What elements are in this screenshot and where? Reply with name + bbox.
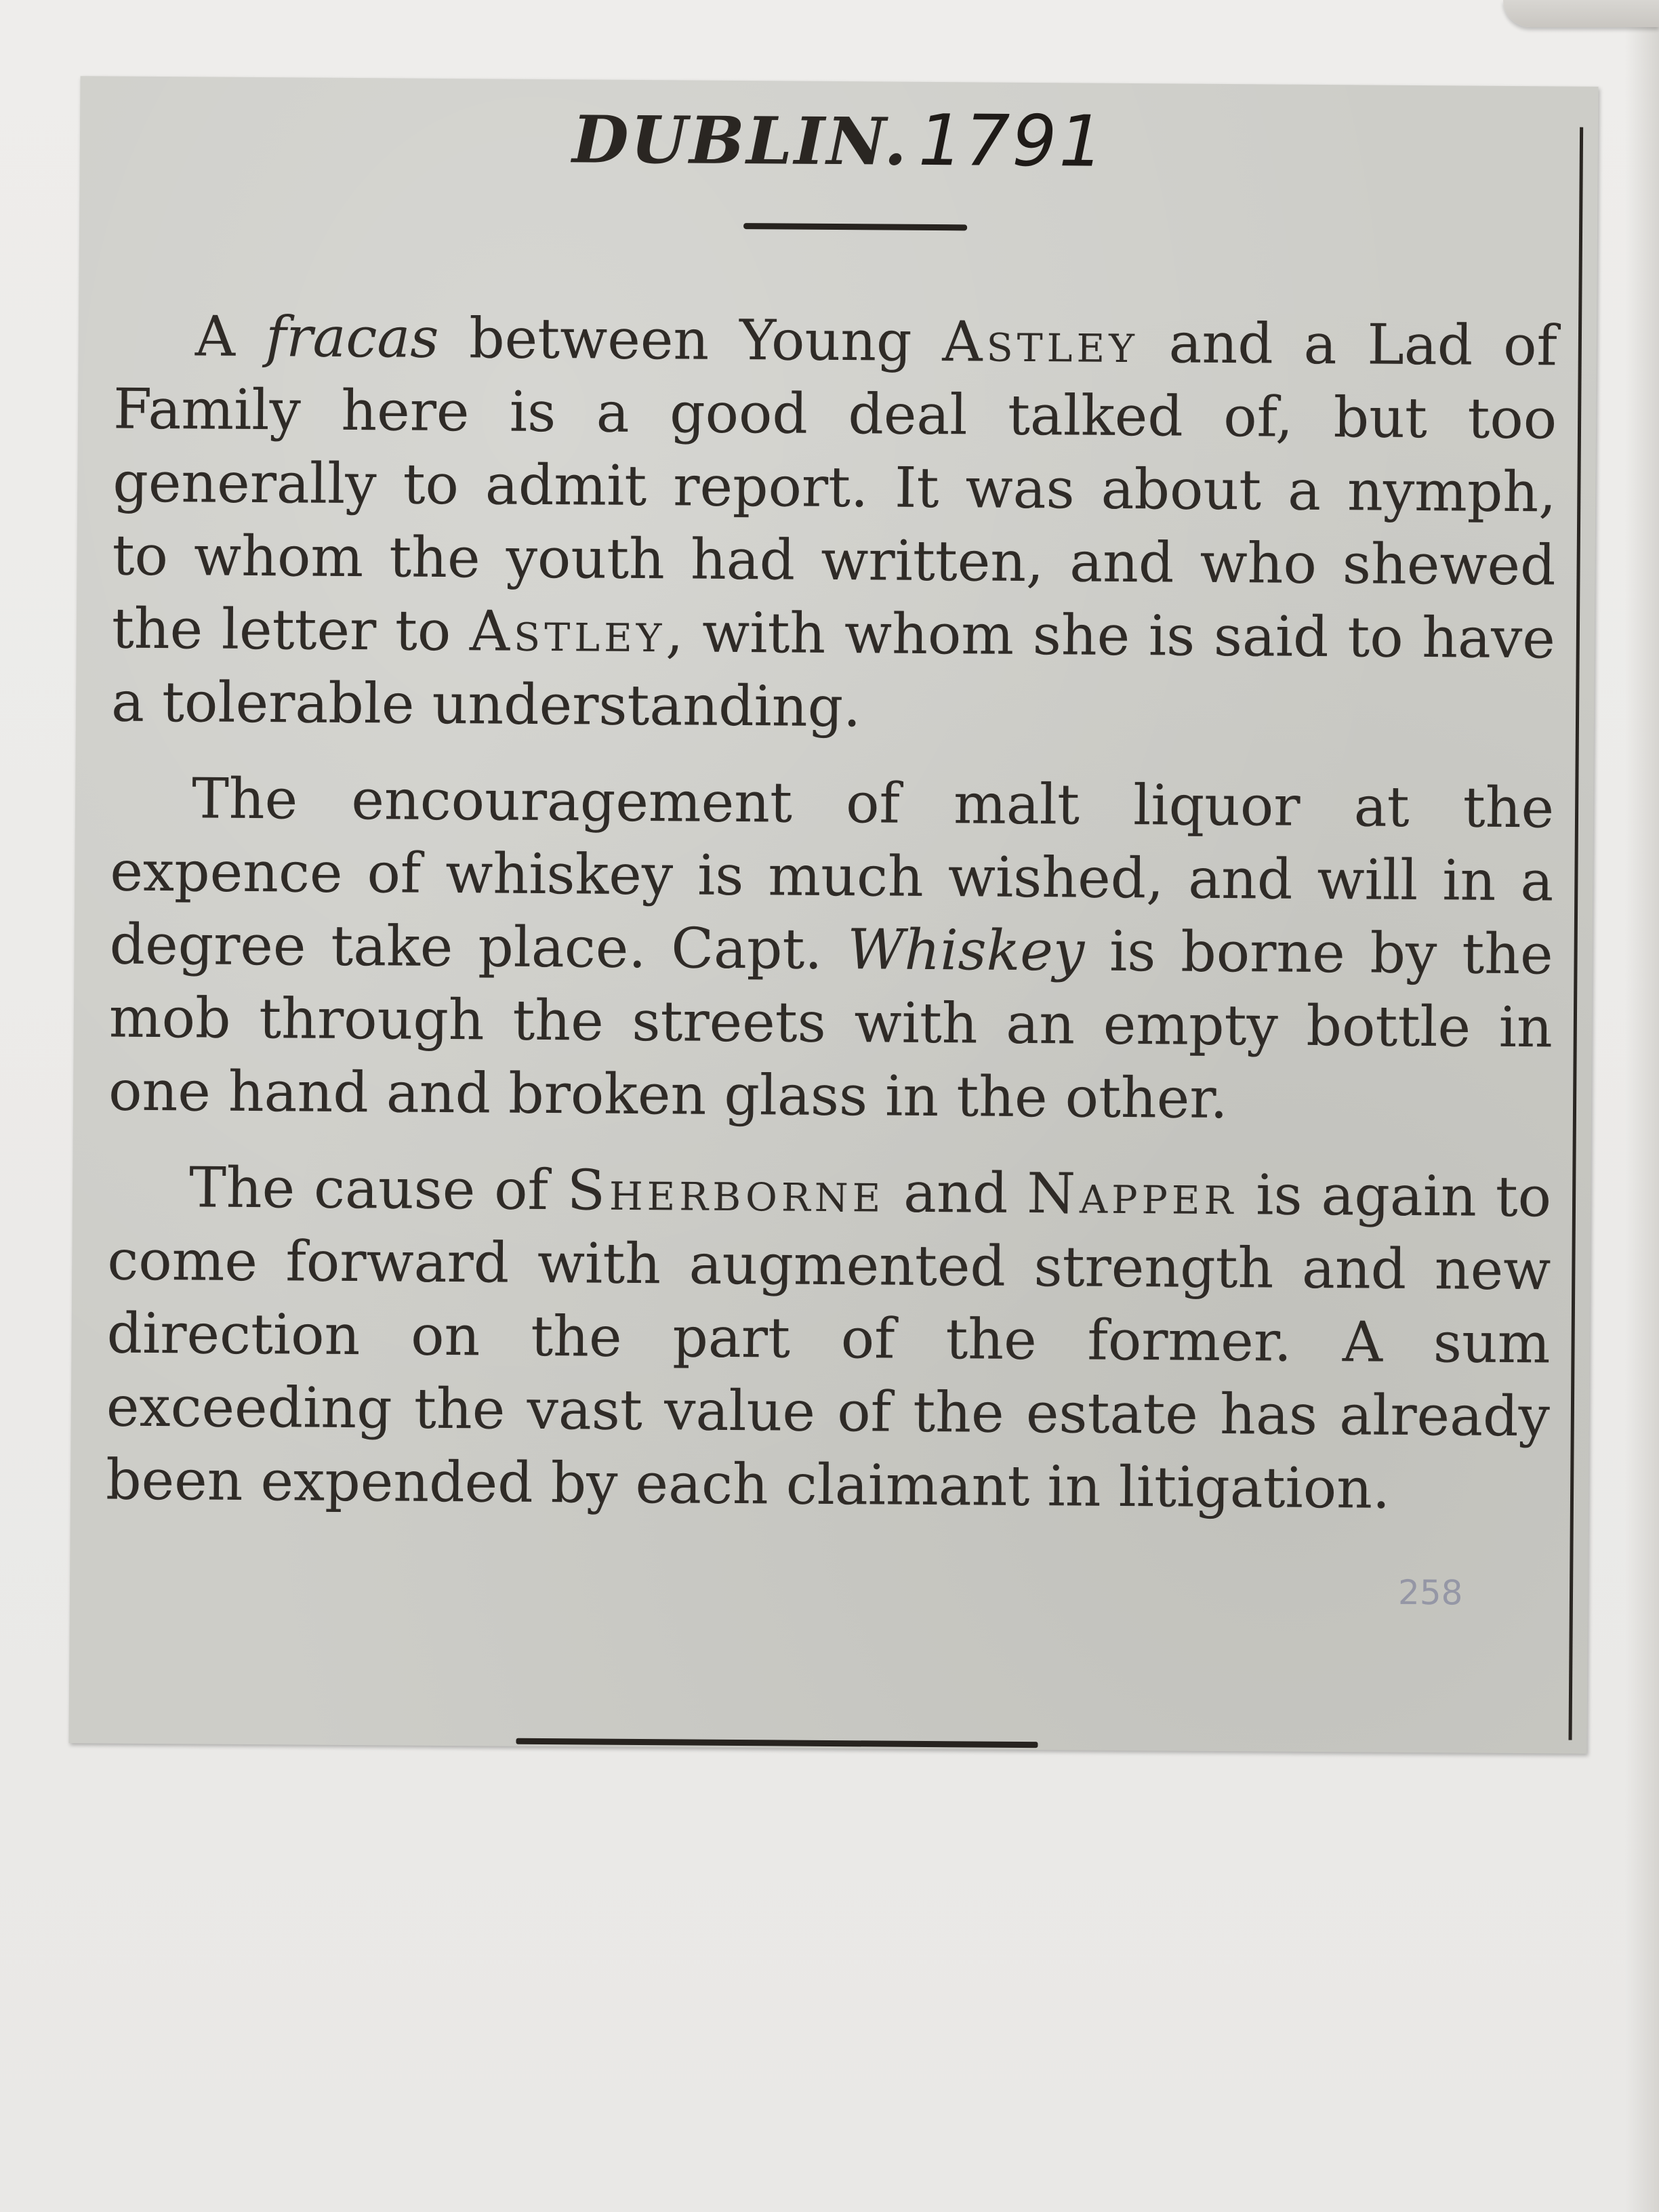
page-edge-shadow	[1625, 0, 1659, 2212]
text-segment: Sherborne	[567, 1158, 885, 1225]
paragraph-1	[111, 300, 1557, 750]
page-corner-fold	[1503, 0, 1659, 27]
text-segment: and	[884, 1160, 1027, 1227]
text-segment: The cause of	[188, 1155, 568, 1223]
clipping-column-rule	[1569, 127, 1584, 1740]
article-body	[106, 300, 1558, 1551]
text-segment: , with whom she is said to have a tolerable understanding.	[110, 600, 1556, 740]
text-segment: A	[194, 304, 266, 370]
text-segment: Whiskey	[846, 918, 1085, 984]
masthead	[80, 93, 1599, 186]
closing-rule	[516, 1738, 1038, 1748]
text-segment: Astley	[942, 310, 1139, 376]
handwritten-year: 1791	[918, 98, 1107, 183]
masthead-title: DUBLIN.	[571, 101, 909, 180]
paragraph-2	[108, 762, 1555, 1139]
text-segment: Napper	[1026, 1162, 1237, 1228]
masthead-rule	[743, 223, 967, 230]
text-segment: and a Lad of Family here is a good deal talked of, but too generally to admit report. It was about a nymph, to whom the youth had written, and who shewed the letter to	[111, 311, 1558, 664]
newspaper-clipping	[68, 76, 1598, 1754]
text-segment: between Young	[438, 306, 943, 375]
text-segment: is borne by the mob through the streets with an empty bottle in one hand and broken glass in the other.	[108, 919, 1553, 1132]
pencil-page-number: 258	[1397, 1572, 1463, 1613]
text-segment: is again to come forward with augmented strength and new direction on the part of the former. A sum exceeding the vast value of the estate has already been expended by each claimant in litigation.	[105, 1163, 1552, 1521]
paragraph-3	[106, 1151, 1552, 1528]
text-segment: Astley	[469, 599, 666, 665]
text-segment: fracas	[265, 305, 439, 371]
text-segment: The encouragement of malt liquor at the expence of whiskey is much wished, and will in a degree take place. Capt.	[109, 766, 1555, 983]
